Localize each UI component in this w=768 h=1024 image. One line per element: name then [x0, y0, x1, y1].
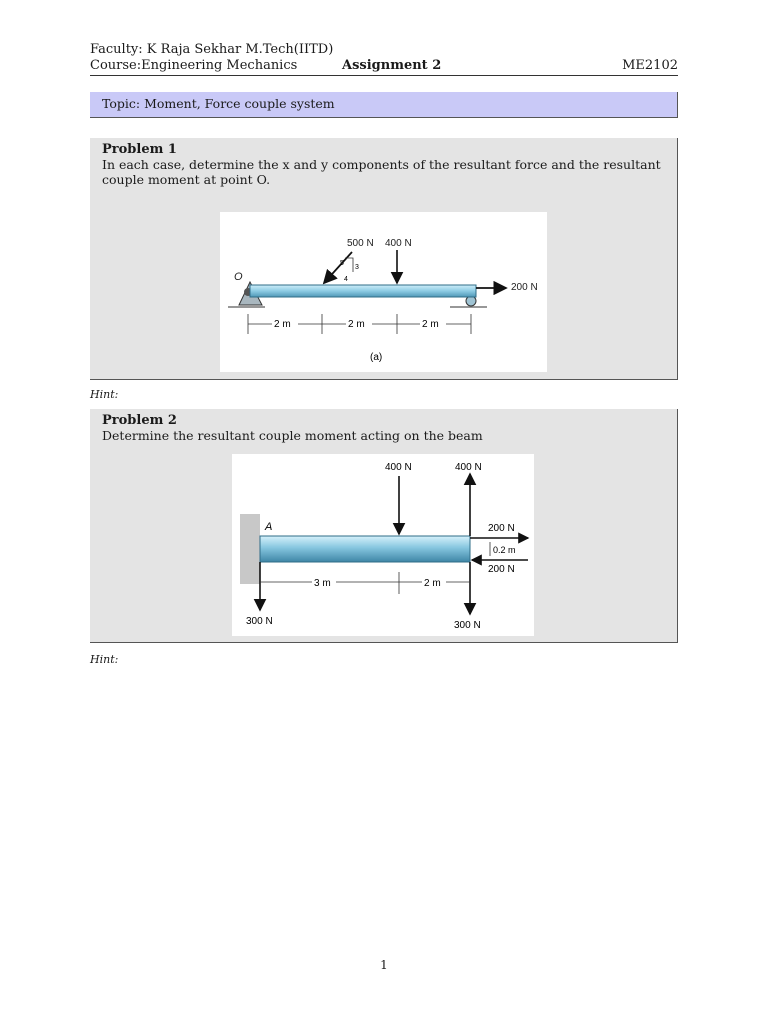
problem-2-text: Determine the resultant couple moment acting on the beam: [102, 428, 483, 443]
problem-1-box: [90, 138, 678, 380]
slope-3: 3: [355, 264, 359, 271]
problem-1-figure: [220, 212, 547, 372]
beam-diagram-a: [220, 212, 547, 372]
beam-diagram-2: [232, 454, 534, 636]
force-300-right-label: 300 N: [454, 620, 481, 631]
force-400-down-label: 400 N: [385, 462, 412, 473]
force-400-up-label: 400 N: [455, 462, 482, 473]
force-400-label: 400 N: [385, 238, 412, 249]
faculty-row: [90, 42, 678, 58]
point-o-label: O: [234, 271, 243, 283]
course-code: ME2102: [622, 58, 678, 73]
force-200-bottom-label: 200 N: [488, 564, 515, 575]
header-rule: [90, 75, 678, 76]
problem-2-figure: [232, 454, 534, 636]
force-200-label: 200 N: [511, 282, 538, 293]
force-200-top-label: 200 N: [488, 523, 515, 534]
dim-3-label: 2 m: [422, 319, 439, 330]
force-500-label: 500 N: [347, 238, 374, 249]
page-header: [90, 42, 678, 74]
course-name: Course:Engineering Mechanics: [90, 58, 298, 73]
hint-1-label: Hint:: [90, 388, 119, 401]
page-number: 1: [380, 958, 388, 972]
topic-text: Topic: Moment, Force couple system: [102, 96, 335, 111]
dim-2-label: 2 m: [348, 319, 365, 330]
dim-1-label: 2 m: [274, 319, 291, 330]
problem-1-title: Problem 1: [102, 142, 177, 157]
slope-4: 4: [344, 276, 348, 283]
course-row: [90, 58, 678, 74]
dim-1-label: 3 m: [314, 578, 331, 589]
gap-label: 0.2 m: [493, 545, 516, 555]
problem-2-title: Problem 2: [102, 413, 177, 428]
beam: [260, 536, 470, 562]
assignment-title: Assignment 2: [342, 58, 442, 73]
slope-5: 5: [340, 260, 344, 267]
fixed-wall: [240, 514, 260, 584]
problem-2-box: [90, 409, 678, 643]
hint-2-label: Hint:: [90, 653, 119, 666]
topic-box: [90, 92, 678, 118]
faculty-name: Faculty: K Raja Sekhar M.Tech(IITD): [90, 42, 334, 57]
slope-triangle: [345, 258, 353, 272]
point-a-label: A: [265, 521, 273, 533]
problem-1-text: In each case, determine the x and y components of the resultant force and the resultant couple moment at point O.: [102, 157, 661, 187]
dim-2-label: 2 m: [424, 578, 441, 589]
beam: [250, 285, 476, 297]
figure-caption: (a): [370, 352, 383, 363]
force-300-left-label: 300 N: [246, 616, 273, 627]
